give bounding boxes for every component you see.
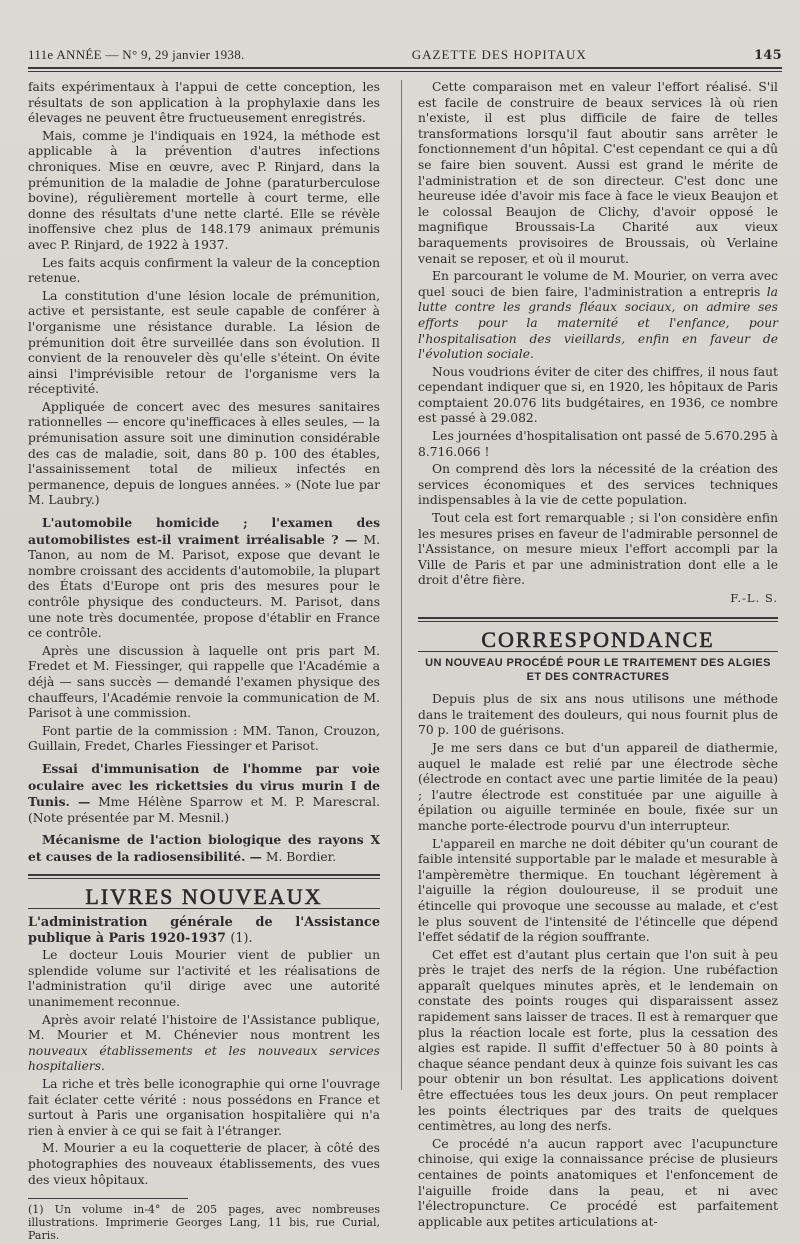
- header-rule: [28, 67, 782, 69]
- paragraph: La constitution d'une lésion locale de prémunition, active et persistante, est seule capable de conférer à l'organisme une résistance durable. La lésion de prémunition doit être surveillée dans son évolution. Il convient de la renouveler dès qu'elle s'éteint. On évite ainsi l'imprévisible retour de l'organisme vers la réceptivité.: [28, 288, 380, 397]
- paragraph-text: M. Bordier.: [265, 849, 337, 864]
- header-rule-thin: [28, 71, 782, 72]
- paragraph: Tout cela est fort remarquable ; si l'on considère enfin les mesures prises en faveur de l'admirable personnel de l'Assistance, on mesure mieux l'effort accompli par la Ville de Paris et par une administration dont elle a le droit d'être fière.: [418, 511, 778, 588]
- paragraph: Le docteur Louis Mourier vient de publier un splendide volume sur l'activité et les réalisations de l'administration qu'il dirige avec une autorité unanimement reconnue.: [28, 948, 380, 1010]
- column-divider: [401, 80, 402, 1090]
- paragraph: Je me sers dans ce but d'un appareil de diathermie, auquel le malade est relié par une électrode sèche (électrode en contact avec une partie limitée de la peau) ; l'autre électrode est constituée par une aiguille à épilation ou aiguille terminée en boule, fixée sur un manche porte-électrode pourvu d'un interrupteur.: [418, 740, 778, 833]
- paragraph: Appliquée de concert avec des mesures sanitaires rationnelles — encore qu'inefficaces à elles seules, — la prémunisation assure soit une diminution considérable des cas de maladie, soit, dans 80 p. 100 des étables, l'assainissement total de milieux infectés en permanence, depuis de longues années. » (Note lue par M. Laubry.): [28, 399, 380, 508]
- paragraph: Cette comparaison met en valeur l'effort réalisé. S'il est facile de construire de beaux services là où rien n'existe, il est plus difficile de faire de telles transformations lorsqu'il faut aboutir sans arrêter le fonctionnement d'un hôpital. C'est cependant ce qui a dû se faire bien souvent. Aussi est grand le mérite de l'administration et de son directeur. C'est donc une heureuse idée d'avoir mis face à face le vieux Beaujon et le colossal Beaujon de Clichy, d'avoir opposé le magnifique Broussais-La Charité aux vieux baraquements provisoires de Broussais, où Verlaine venait se reposer, et où il mourut.: [418, 80, 778, 266]
- paragraph-italic: la lutte contre les grands fléaux sociaux, on admire ses efforts pour la maternité et l'enfance, pour l'hospitalisation des vieillards, enfin en faveur de l'évolution sociale.: [418, 284, 778, 362]
- footnote: (1) Un volume in-4° de 205 pages, avec nombreuses illustrations. Imprimerie Georges Lang, 11 bis, rue Curial, Paris.: [28, 1203, 380, 1243]
- paragraph: [418, 269, 778, 363]
- paragraph: Depuis plus de six ans nous utilisons une méthode dans le traitement des douleurs, qui nous fournit plus de 70 p. 100 de guérisons.: [418, 692, 778, 738]
- paragraph: Mais, comme je l'indiquais en 1924, la méthode est applicable à la prévention d'autres infections chroniques. Mise en œuvre, avec P. Rinjard, dans la prémunition de la maladie de Johne (paraturberculose bovine), régulièrement mortelle à court terme, elle donne des résultats d'une nette clarté. Elle se révèle inoffensive chez plus de 148.179 animaux prémunis avec P. Rinjard, de 1922 à 1937.: [28, 128, 380, 252]
- footnote-rule: [28, 1198, 188, 1199]
- paragraph: Cet effet est d'autant plus certain que l'on suit à peu près le trajet des nerfs de la région. Une rubéfaction apparaît quelques minutes après, et le lendemain on constate des points rouges qui disparaissent assez rapidement sans laisser de traces. Il est à remarquer que plus la réaction locale est forte, plus la cessation des algies est rapide. Il suffit d'effectuer 50 à 80 points à chaque séance pendant deux à quinze fois suivant les cas pour obtenir un bon résultat. Les applications doivent être effectuées tous les deux jours. On peut remplacer les points électriques par des traits de quelques centimètres, au long des nerfs.: [418, 947, 778, 1134]
- paragraph: Les faits acquis confirment la valeur de la conception retenue.: [28, 255, 380, 286]
- page-number: 145: [753, 47, 782, 63]
- paragraph-text: M. Tanon, au nom de M. Parisot, expose que devant le nombre croissant des accidents d'automobile, la plupart des États d'Europe ont pris des mesures pour le contrôle physique des conducteurs. M. Parisot, dans une note très documentée, propose d'établir en France ce contrôle.: [28, 532, 380, 641]
- journal-title: GAZETTE DES HOPITAUX: [411, 47, 587, 62]
- paragraph: Les journées d'hospitalisation ont passé de 5.670.295 à 8.716.066 !: [418, 429, 779, 459]
- paragraph-automobile: [28, 515, 380, 642]
- paragraph: Nous voudrions éviter de citer des chiffres, il nous faut cependant indiquer que si, en 1920, les hôpitaux de Paris comptaient 20.076 lits budgétaires, en 1936, ce nombre est passé à 29.082.: [418, 364, 778, 426]
- paragraph-italic: nouveaux établissements et les nouveaux services hospitaliers.: [28, 1043, 380, 1074]
- paragraph: faits expérimentaux à l'appui de cette conception, les résultats de son application à la prophylaxie dans les élevages ne peuvent être fructueusement enregistrés.: [28, 80, 380, 126]
- issue-info: 111e ANNÉE — N° 9, 29 janvier 1938.: [28, 47, 245, 62]
- left-column: [28, 80, 380, 1244]
- paragraph: [28, 1013, 380, 1075]
- paragraph: La riche et très belle iconographie qui orne l'ouvrage fait éclater cette vérité : nous possédons en France et surtout à Paris une organisation hospitalière qui n'a rien à envier à ce qui se fait à l'étranger.: [28, 1077, 380, 1138]
- book-title-text: L'administration générale de l'Assistance publique à Paris 1920-1937: [28, 915, 380, 946]
- paragraph: Ce procédé n'a aucun rapport avec l'acupuncture chinoise, qui exige la connaissance précise de plusieurs centaines de points anatomiques et l'enfoncement de l'aiguille froide dans la peau, et ni avec l'électropuncture. Ce procédé est parfaitement applicable aux petites articulations at-: [418, 1136, 778, 1229]
- paragraph-text: Après avoir relaté l'histoire de l'Assistance publique, M. Mourier et M. Chénevier nous montrent les: [28, 1012, 380, 1043]
- section-title-correspondance: CORRESPONDANCE: [481, 626, 715, 652]
- paragraph: M. Mourier a eu la coquetterie de placer, à côté des photographies des nouveaux établissements, des vues des vieux hôpitaux.: [28, 1141, 380, 1187]
- section-heading: Mécanisme de l'action biologique des rayons X et causes de la radiosensibilité. —: [28, 832, 380, 864]
- section-divider: [418, 617, 778, 622]
- section-divider: [28, 874, 380, 879]
- section-title-livres: LIVRES NOUVEAUX: [85, 883, 323, 909]
- section-heading: Essai d'immunisation de l'homme par voie oculaire avec les rickettsies du virus murin I de Tunis. —: [28, 760, 380, 810]
- paragraph: L'appareil en marche ne doit débiter qu'un courant de faible intensité supportable par le malade et mesurable à l'ampèremètre thermique. En touchant légèrement à l'aiguille la région douloureuse, il se produit une étincelle qui provoque une secousse au malade, et c'est le plus souvent de l'intensité de l'étincelle que dépend l'effet sédatif de la région souffrante.: [418, 836, 778, 945]
- section-heading: L'automobile homicide ; l'examen des automobilistes est-il vraiment irréalisable ? —: [28, 515, 380, 547]
- right-column: [418, 80, 778, 1232]
- paragraph: On comprend dès lors la nécessité de la création des services économiques et des services techniques indispensables à la vie de cette population.: [418, 462, 778, 508]
- paragraph: Font partie de la commission : MM. Tanon, Crouzon, Guillain, Fredet, Charles Fiessinger et Parisot.: [28, 723, 380, 754]
- signature: F.-L. S.: [730, 591, 778, 605]
- book-title: [28, 915, 380, 946]
- correspondence-subtitle: UN NOUVEAU PROCÉDÉ POUR LE TRAITEMENT DES ALGIES ET DES CONTRACTURES: [425, 657, 771, 684]
- paragraph-essai: [28, 761, 380, 826]
- page-header: [28, 44, 782, 66]
- paragraph-text: Mme Hélène Sparrow et M. P. Marescral. (Note présentée par M. Mesnil.): [28, 795, 380, 825]
- paragraph-mecanisme: [28, 832, 380, 865]
- paragraph: Après une discussion à laquelle ont pris part M. Fredet et M. Fiessinger, qui rappelle que l'Académie a déjà — sans succès — demandé l'examen physique des chauffeurs, l'Académie renvoie la communication de M. Parisot à une commission.: [28, 643, 380, 721]
- book-footnote-ref: (1).: [230, 930, 253, 946]
- paragraph-text: En parcourant le volume de M. Mourier, on verra avec quel souci de bien faire, l'administration a entrepris: [418, 269, 778, 299]
